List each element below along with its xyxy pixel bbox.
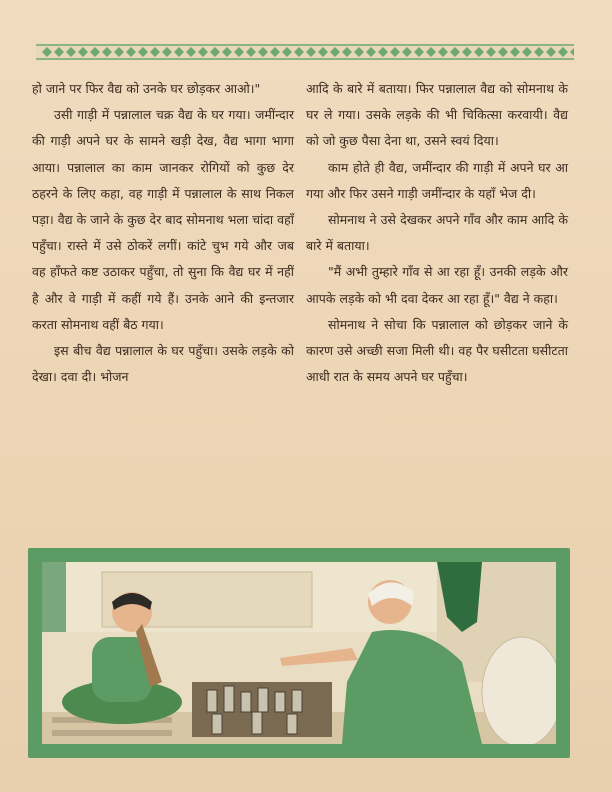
right-text-column	[306, 76, 568, 390]
right-column-paragraph: सोमनाथ ने उसे देखकर अपने गाँव और काम आदि के बारे में बताया।	[306, 212, 568, 254]
left-text-column	[32, 76, 294, 390]
right-column-paragraph: "मैं अभी तुम्हारे गाँव से आ रहा हूँ। उनकी लड़के और आपके लड़के को भी दवा देकर आ रहा हूँ।" वैद्य ने कहा।	[306, 264, 568, 306]
story-illustration	[28, 548, 570, 758]
left-column-paragraph: हो जाने पर फिर वैद्य को उनके घर छोड़कर आओ।"	[32, 81, 261, 96]
decorative-border-strip	[36, 42, 574, 62]
left-column-paragraph: उसी गाड़ी में पन्नालाल चक्र वैद्य के घर गया। जमींन्दार की गाड़ी अपने घर के सामने खड़ी देख, वैद्य भागा भागा आया। पन्नालाल का काम जानकर रोगियों को कुछ देर ठहरने के लिए कहा, वह गाड़ी में पन्नालाल के साथ निकल पड़ा। वैद्य के जाने के कुछ देर बाद सोमनाथ भला चांदा वहाँ पहुँचा। रास्ते में उसे ठोकरें लगीं। कांटे चुभ गये और जब वह हाँफते कष्ट उठाकर पहुँचा, तो सुना कि वैद्य घर में नहीं है और वे गाड़ी में कहीं गये हैं। उनके आने की इन्तजार करता सोमनाथ वहीं बैठ गया।	[32, 107, 294, 332]
illustration-drawing	[42, 562, 556, 744]
left-column-paragraph: इस बीच वैद्य पन्नालाल के घर पहुँचा। उसके लड़के को देखा। दवा दी। भोजन	[32, 343, 294, 385]
right-column-paragraph: आदि के बारे में बताया। फिर पन्नालाल वैद्य को सोमनाथ के घर ले गया। उसके लड़के की भी चिकित्सा करवायी। वैद्य को जो कुछ पैसा देना था, उसने स्वयं दिया।	[306, 81, 568, 149]
right-column-paragraph: सोमनाथ ने सोचा कि पन्नालाल को छोड़कर जाने के कारण उसे अच्छी सजा मिली थी। वह पैर घसीटता घसीटता आधी रात के समय अपने घर पहुँचा।	[306, 316, 568, 385]
right-column-paragraph: काम होते ही वैद्य, जमींन्दार की गाड़ी में अपने घर आ गया और फिर उसने गाड़ी जमींन्दार के यहाँ भेज दी।	[306, 159, 568, 201]
